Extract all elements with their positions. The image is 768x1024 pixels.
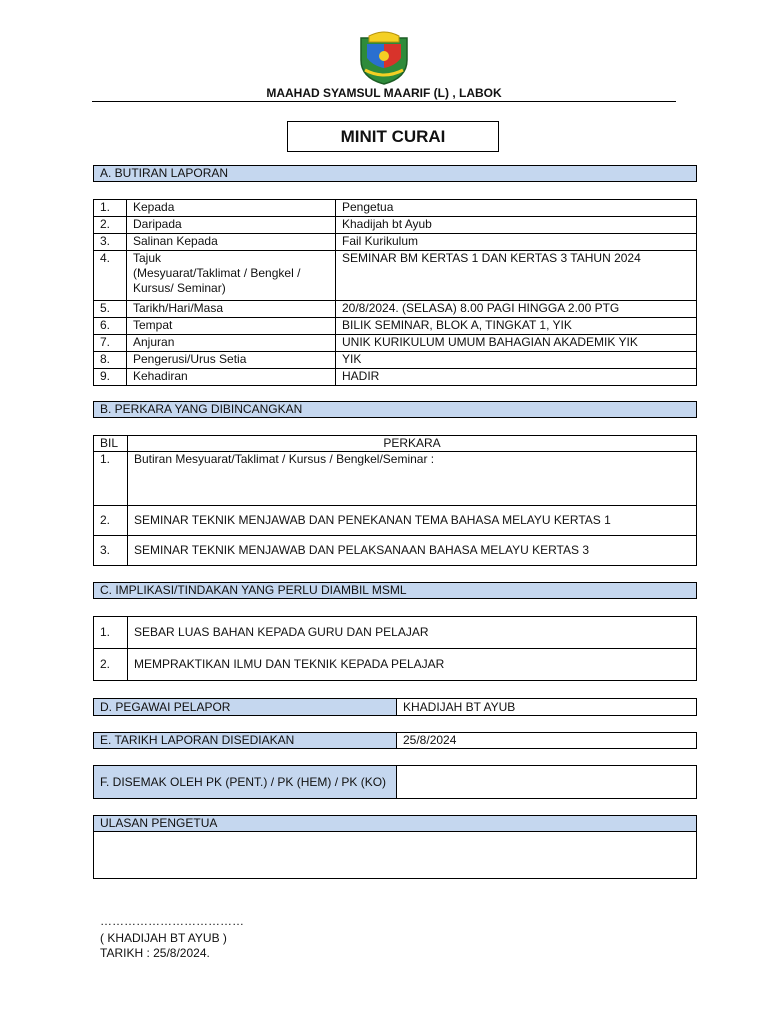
row-key: Pengerusi/Urus Setia [127,352,336,369]
table-row [94,649,697,681]
row-number: 2. [94,506,128,536]
row-number: 2. [94,217,127,234]
row-value: Khadijah bt Ayub [336,217,697,234]
discussion-table [93,435,697,566]
row-number: 3. [94,234,127,251]
signature-line: ……………………………… [100,914,244,928]
row-key-title: Tajuk [133,251,162,265]
row-value: HADIR [336,369,697,386]
row-value: UNIK KURIKULUM UMUM BAHAGIAN AKADEMIK YIK [336,335,697,352]
row-text: SEMINAR TEKNIK MENJAWAB DAN PELAKSANAAN BAHASA MELAYU KERTAS 3 [128,536,697,566]
section-d-label: D. PEGAWAI PELAPOR [94,699,397,716]
details-table [93,199,697,386]
section-b-heading: B. PERKARA YANG DIBINCANGKAN [93,401,697,418]
row-key [127,251,336,301]
table-row [94,251,697,301]
section-a-heading: A. BUTIRAN LAPORAN [93,165,697,182]
header-divider [92,101,676,102]
row-number: 8. [94,352,127,369]
document-title [287,121,499,152]
table-row [94,369,697,386]
row-number: 7. [94,335,127,352]
table-row [94,452,697,506]
row-number: 3. [94,536,128,566]
principal-remarks-body [94,832,697,879]
section-d [93,698,697,716]
section-e [93,732,697,749]
row-key: Salinan Kepada [127,234,336,251]
row-number: 9. [94,369,127,386]
section-e-value: 25/8/2024 [397,733,697,749]
section-e-label: E. TARIKH LAPORAN DISEDIAKAN [94,733,397,749]
row-number: 2. [94,649,128,681]
row-value: 20/8/2024. (SELASA) 8.00 PAGI HINGGA 2.00 PTG [336,301,697,318]
row-text: SEBAR LUAS BAHAN KEPADA GURU DAN PELAJAR [128,617,697,649]
row-value: SEMINAR BM KERTAS 1 DAN KERTAS 3 TAHUN 2024 [336,251,697,301]
row-key: Daripada [127,217,336,234]
section-c-heading: C. IMPLIKASI/TINDAKAN YANG PERLU DIAMBIL MSML [93,582,697,599]
row-value: BILIK SEMINAR, BLOK A, TINGKAT 1, YIK [336,318,697,335]
school-crest-icon [355,30,413,86]
row-number: 6. [94,318,127,335]
table-row [94,536,697,566]
row-key-subtitle: (Mesyuarat/Taklimat / Bengkel / Kursus/ Seminar) [133,266,301,295]
table-row [94,301,697,318]
signature-date: TARIKH : 25/8/2024. [100,946,210,960]
table-row [94,200,697,217]
document-title-text: MINIT CURAI [340,126,446,146]
row-number: 1. [94,617,128,649]
principal-remarks-heading: ULASAN PENGETUA [94,816,697,832]
row-number: 1. [94,452,128,506]
table-header-row [94,436,697,452]
section-d-value: KHADIJAH BT AYUB [397,699,697,716]
row-key: Anjuran [127,335,336,352]
row-text: MEMPRAKTIKAN ILMU DAN TEKNIK KEPADA PELAJAR [128,649,697,681]
row-value: Fail Kurikulum [336,234,697,251]
table-row [94,217,697,234]
section-f-value [397,766,697,799]
section-f [93,765,697,799]
row-number: 1. [94,200,127,217]
signatory-name: ( KHADIJAH BT AYUB ) [100,931,227,945]
row-key: Tarikh/Hari/Masa [127,301,336,318]
table-row [94,318,697,335]
col-perkara-header: PERKARA [128,436,697,452]
section-f-label: F. DISEMAK OLEH PK (PENT.) / PK (HEM) / PK (KO) [94,766,397,799]
table-row [94,617,697,649]
row-number: 5. [94,301,127,318]
row-key: Tempat [127,318,336,335]
row-key: Kehadiran [127,369,336,386]
row-key: Kepada [127,200,336,217]
implication-table [93,616,697,681]
col-bil-header: BIL [94,436,128,452]
table-row [94,352,697,369]
row-value: YIK [336,352,697,369]
row-text: Butiran Mesyuarat/Taklimat / Kursus / Bengkel/Seminar : [128,452,697,506]
row-number: 4. [94,251,127,301]
row-value: Pengetua [336,200,697,217]
table-row [94,335,697,352]
table-row [94,506,697,536]
school-name: MAAHAD SYAMSUL MAARIF (L) , LABOK [266,86,502,100]
table-row [94,234,697,251]
row-text: SEMINAR TEKNIK MENJAWAB DAN PENEKANAN TEMA BAHASA MELAYU KERTAS 1 [128,506,697,536]
principal-remarks [93,815,697,879]
signature-block [100,914,244,961]
